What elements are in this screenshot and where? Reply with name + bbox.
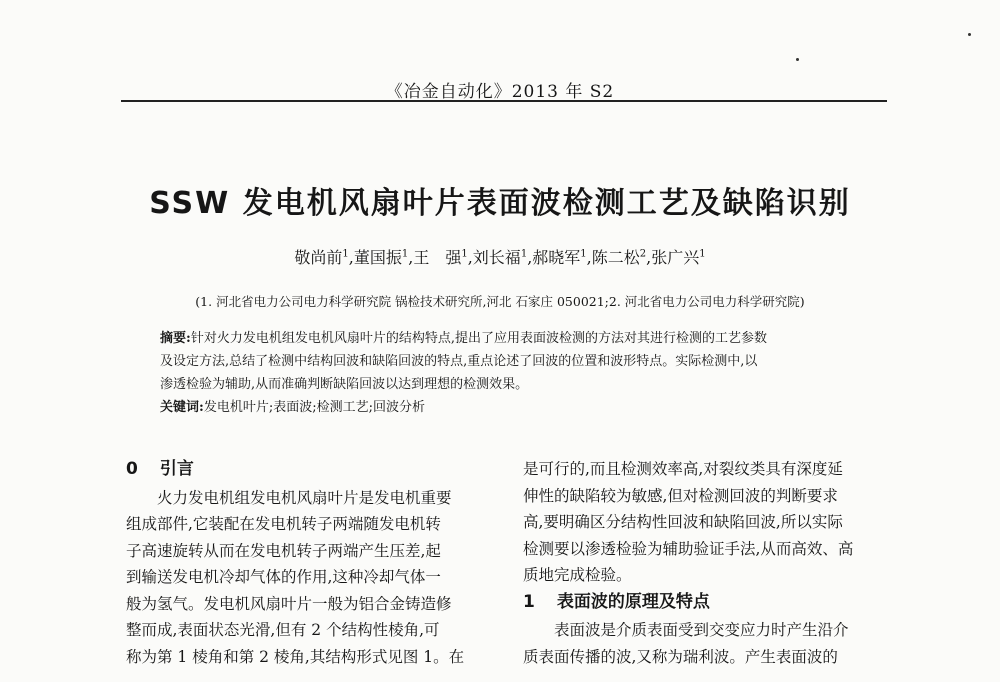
author-affil-marker: 1 xyxy=(580,248,587,260)
section-heading xyxy=(126,456,496,483)
left-column xyxy=(126,456,496,670)
abstract-text: 针对火力发电机组发电机风扇叶片的结构特点,提出了应用表面波检测的方法对其进行检测的工艺参数 xyxy=(190,331,767,346)
author-name: 张广兴 xyxy=(651,248,700,267)
body-line: 高,要明确区分结构性回波和缺陷回波,所以实际 xyxy=(523,513,843,531)
body-line: 质地完成检验。 xyxy=(523,566,632,584)
abstract-label: 摘要: xyxy=(160,331,191,346)
keywords-line xyxy=(160,396,860,419)
section-title: 表面波的原理及特点 xyxy=(556,591,710,612)
body-line: 表面波是介质表面受到交变应力时产生沿介 xyxy=(554,621,849,639)
author-name: 董国振 xyxy=(353,248,402,267)
section-title: 引言 xyxy=(159,459,194,479)
abstract-line: 渗透检验为辅助,从而准确判断缺陷回波以达到理想的检测效果。 xyxy=(160,377,529,392)
abstract-block xyxy=(160,327,860,419)
author-name: 刘长福 xyxy=(472,248,521,267)
author-name: 郝晓军 xyxy=(532,248,581,267)
abstract-line: 及设定方法,总结了检测中结构回波和缺陷回波的特点,重点论述了回波的位置和波形特点。实际检测中,以 xyxy=(160,354,758,369)
scan-speck xyxy=(796,58,799,61)
keywords-text: 发电机叶片;表面波;检测工艺;回波分析 xyxy=(203,400,425,415)
body-line: 火力发电机组发电机风扇叶片是发电机重要 xyxy=(157,488,452,507)
body-line: 是可行的,而且检测效率高,对裂纹类具有深度延 xyxy=(523,460,843,478)
body-line: 子高速旋转从而在发电机转子两端产生压差,起 xyxy=(126,541,441,560)
body-line: 整而成,表面状态光滑,但有 2 个结构性棱角,可 xyxy=(126,621,440,639)
author-affil-marker: 1 xyxy=(401,248,409,260)
body-line: 质表面传播的波,又称为瑞利波。产生表面波的 xyxy=(523,647,838,666)
abstract-line xyxy=(160,327,860,350)
body-line: 检测要以渗透检验为辅助验证手法,从而高效、高 xyxy=(523,539,854,558)
affiliation: (1. 河北省电力公司电力科学研究院 锅检技术研究所,河北 石家庄 050021;2. 河北省电力公司电力科学研究院) xyxy=(195,294,805,309)
body-line: 组成部件,它装配在发电机转子两端随发电机转 xyxy=(126,515,441,533)
section-number: 0 xyxy=(126,459,138,479)
right-column xyxy=(523,456,893,670)
body-line: 到输送发电机冷却气体的作用,这种冷却气体一 xyxy=(126,568,441,586)
author-affil-marker: 1 xyxy=(699,248,706,260)
section-heading xyxy=(523,589,893,616)
scan-speck xyxy=(968,33,971,36)
body-line: 伸性的缺陷较为敏感,但对检测回波的判断要求 xyxy=(523,486,838,505)
keywords-label: 关键词: xyxy=(160,400,204,415)
author-affil-marker: 1 xyxy=(461,248,468,260)
author-affil-marker: 1 xyxy=(520,248,528,260)
author-name: 敬尚前 xyxy=(294,248,343,267)
author-name: 陈二松 xyxy=(591,248,640,267)
body-line: 般为氢气。发电机风扇叶片一般为铝合金铸造修 xyxy=(126,594,452,613)
section-number: 1 xyxy=(523,591,535,612)
author-affil-marker: 2 xyxy=(639,248,647,260)
body-line: 称为第 1 棱角和第 2 棱角,其结构形式见图 1。在 xyxy=(126,647,465,666)
journal-header: 《冶金自动化》2013 年 S2 xyxy=(385,82,615,102)
author-affil-marker: 1 xyxy=(342,248,349,260)
header-rule xyxy=(121,100,887,102)
author-name: 王 强 xyxy=(413,248,462,267)
paper-title: SSW 发电机风扇叶片表面波检测工艺及缺陷识别 xyxy=(149,186,851,221)
author-list: 敬尚前$^1$,董国振$^1$,王 强$^1$,刘长福$^1$,郝晓军$^1$,陈二松$^2$,张广兴$^1$ xyxy=(294,248,706,267)
